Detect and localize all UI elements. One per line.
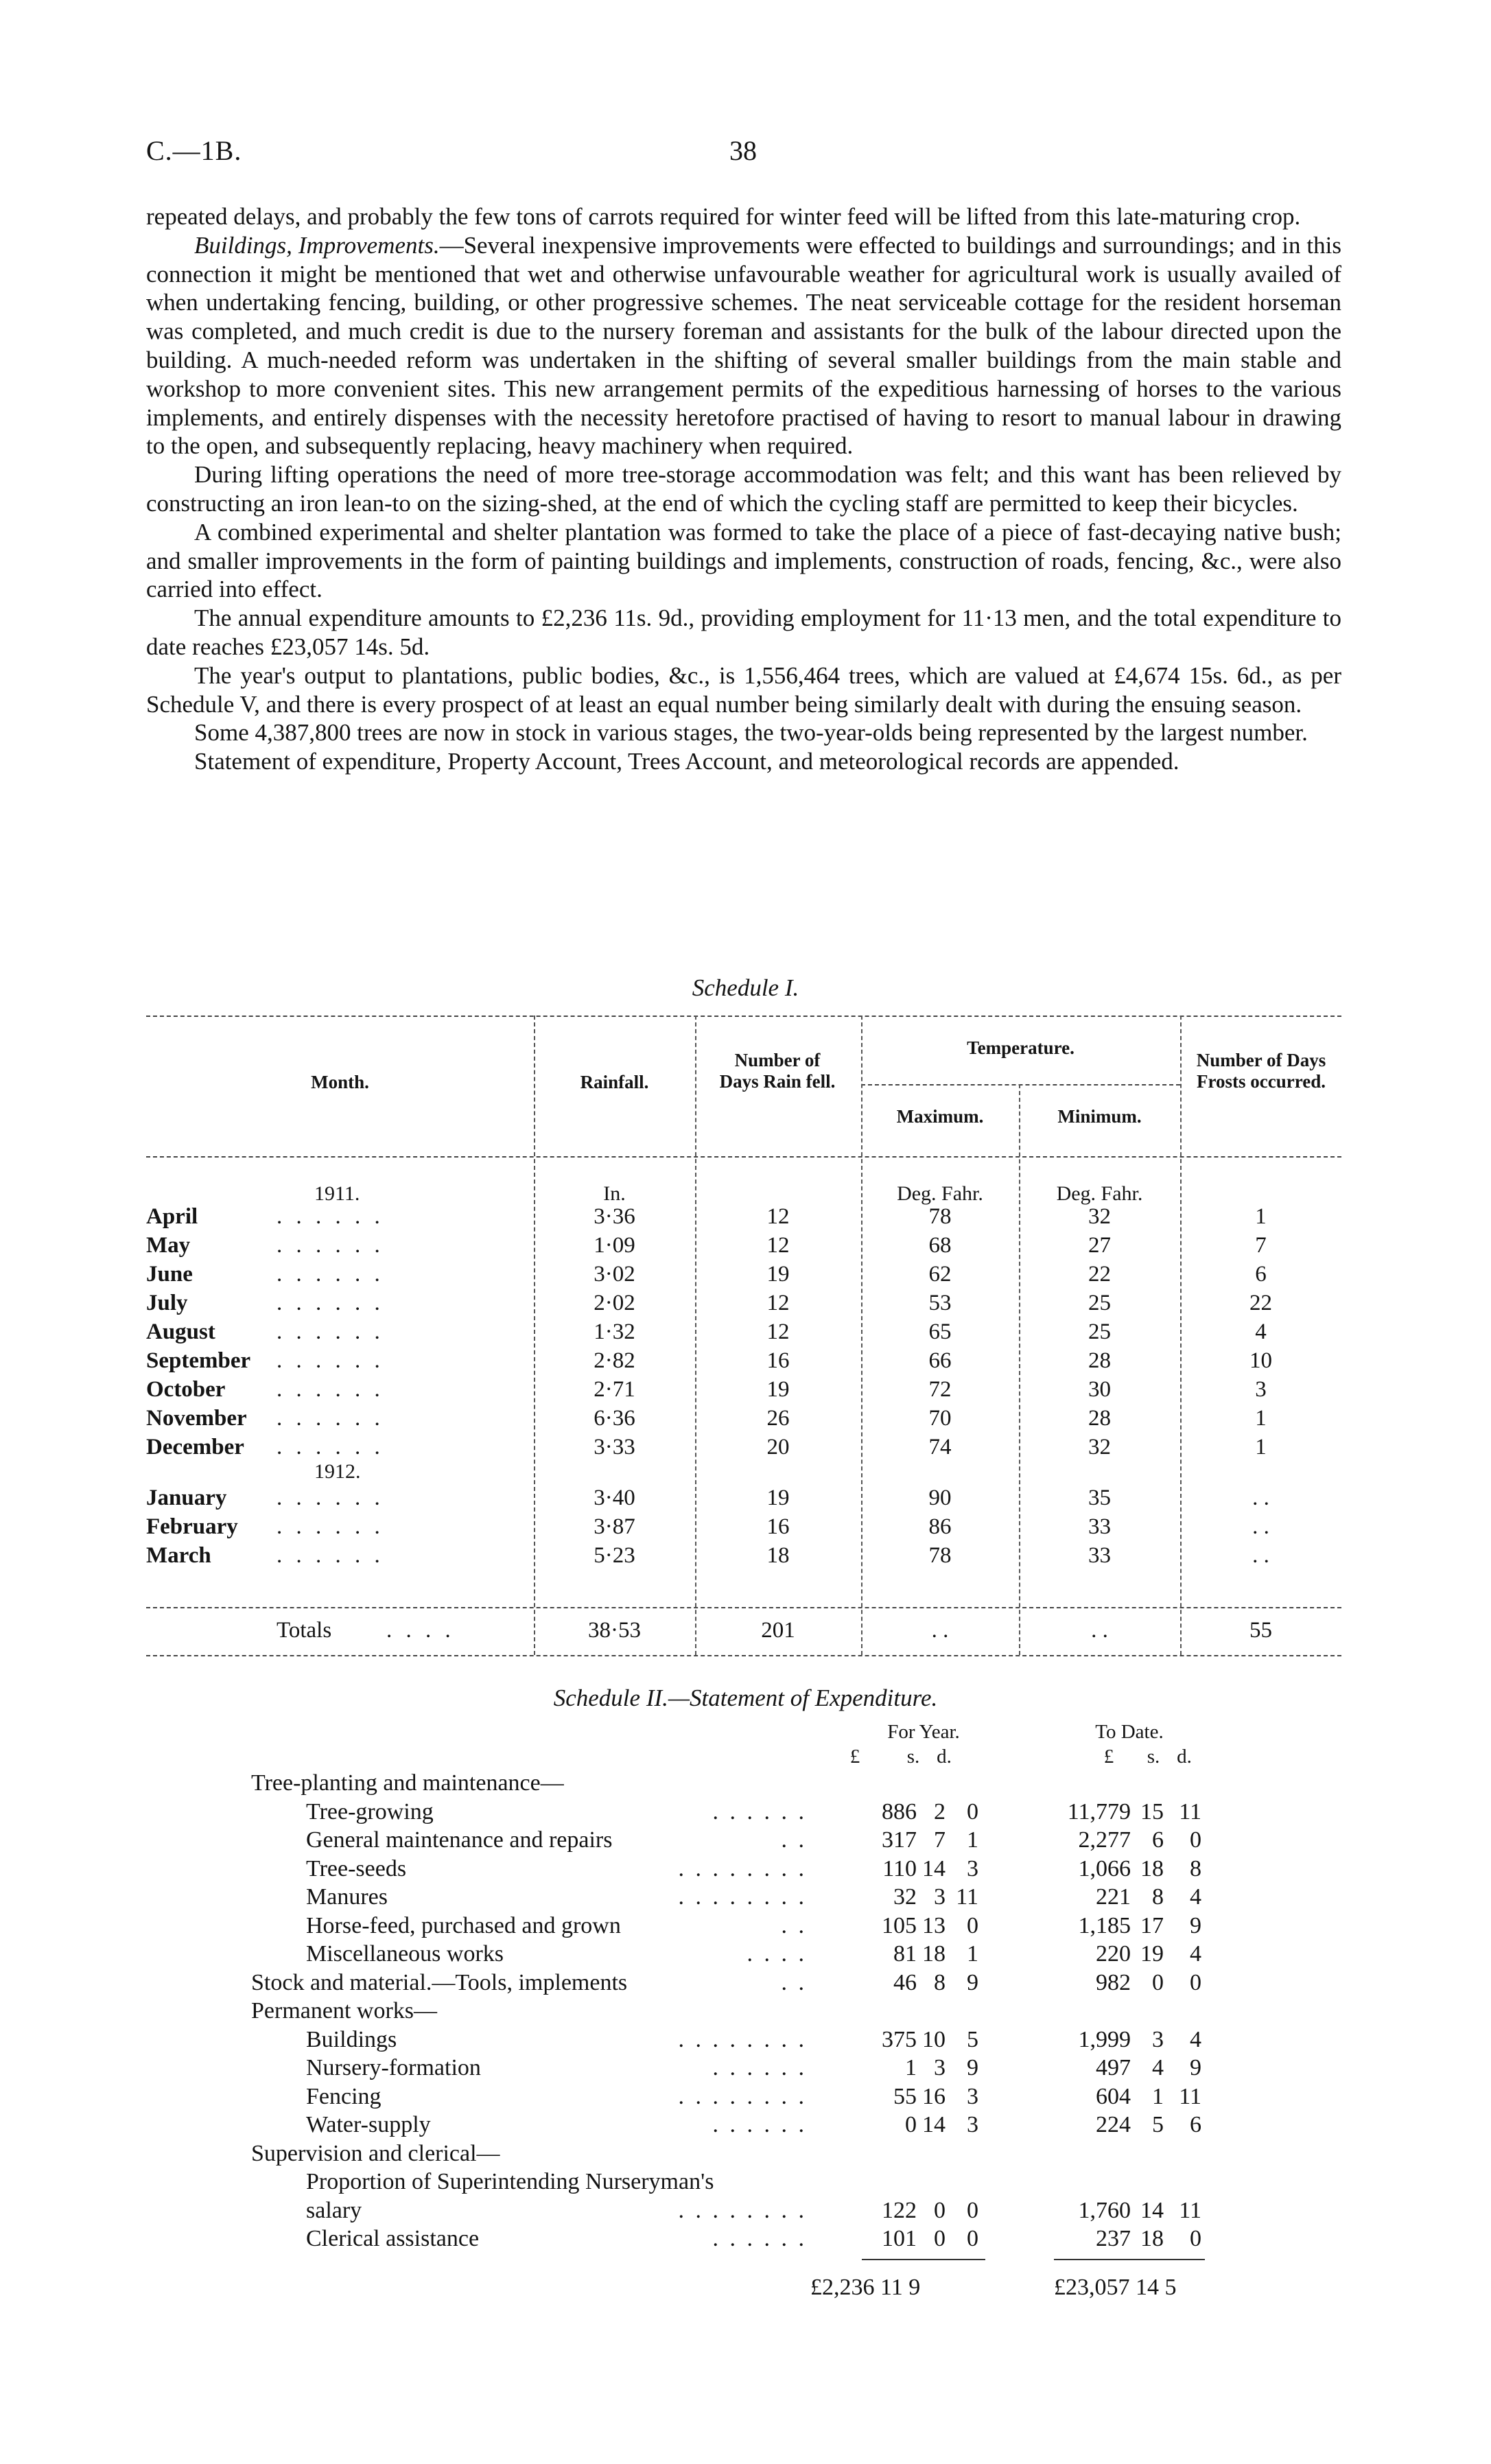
leader-dots: . . . . . .: [277, 1406, 384, 1431]
page-header: [146, 134, 1313, 176]
days-rain: 16: [766, 1514, 790, 1539]
to-date-amount: 9: [1190, 1912, 1201, 1938]
days-rain: 19: [766, 1377, 790, 1402]
year-label: 1911.: [314, 1182, 360, 1205]
expenditure-row: [251, 1799, 1280, 1828]
to-date-amount: 237: [1096, 2226, 1131, 2251]
expenditure-label: Permanent works—: [251, 1998, 438, 2023]
to-date-amount: 9: [1190, 2055, 1201, 2080]
expenditure-label: Nursery-formation: [306, 2055, 481, 2080]
leader-dots: . .: [781, 1827, 807, 1853]
maximum-unit: Deg. Fahr.: [897, 1182, 983, 1205]
for-year-amount: 105: [882, 1912, 917, 1938]
leader-dots: . . . . . .: [712, 2055, 807, 2080]
unit-shillings: s.: [1147, 1746, 1160, 1768]
expenditure-label: Horse-feed, purchased and grown: [306, 1912, 621, 1938]
table-row: [146, 1233, 1341, 1262]
for-year-amount: 0: [934, 2197, 946, 2223]
days-rain-header: Number of Days Rain fell.: [719, 1050, 836, 1092]
frosts: 1: [1255, 1204, 1267, 1229]
schedule-2-title: Schedule II.—Statement of Expenditure.: [553, 1685, 938, 1711]
to-date-amount: 4: [1152, 2055, 1164, 2080]
for-year-amount: 81: [893, 1941, 917, 1967]
to-date-amount: 11: [1179, 2083, 1201, 2109]
frosts: . .: [1252, 1514, 1269, 1539]
frosts: 1: [1255, 1406, 1267, 1431]
rainfall: 3·33: [594, 1435, 635, 1459]
to-date-amount: 0: [1190, 1969, 1201, 1995]
min-temp: 25: [1088, 1291, 1111, 1315]
to-date-amount: 4: [1190, 2026, 1201, 2052]
min-temp: 28: [1088, 1406, 1111, 1431]
rainfall: 3·87: [594, 1514, 635, 1539]
max-temp: 68: [928, 1233, 952, 1258]
for-year-amount: 9: [967, 2055, 978, 2080]
frosts: 3: [1255, 1377, 1267, 1402]
rainfall: 5·23: [594, 1543, 635, 1568]
min-temp: 22: [1088, 1262, 1111, 1287]
to-date-amount: 18: [1140, 1855, 1164, 1881]
for-year-amount: 14: [922, 2112, 946, 2137]
for-year-amount: 0: [967, 1912, 978, 1938]
days-rain: 18: [766, 1543, 790, 1568]
to-date-amount: 0: [1152, 1969, 1164, 1995]
to-date-amount: 1: [1152, 2083, 1164, 2109]
rainfall: 3·36: [594, 1204, 635, 1229]
paragraph: Statement of expenditure, Property Account, Trees Account, and meteorological records are appended.: [194, 748, 1179, 775]
for-year-amount: 2: [934, 1798, 946, 1824]
paragraph: Some 4,387,800 trees are now in stock in various stages, the two-year-olds being represented by the largest number.: [194, 719, 1308, 747]
days-rain: 16: [766, 1348, 790, 1373]
leader-dots: . . . . . .: [277, 1204, 384, 1229]
to-date-amount: 982: [1096, 1969, 1131, 1995]
leader-dots: . . . . . . . .: [678, 2083, 807, 2109]
leader-dots: . . . . . .: [277, 1377, 384, 1402]
leader-dots: . .: [781, 1969, 807, 1995]
unit-pounds: £: [849, 1746, 860, 1768]
expenditure-label: Tree-seeds: [306, 1855, 407, 1881]
to-date-amount: 221: [1096, 1884, 1131, 1910]
for-year-amount: 886: [882, 1798, 917, 1824]
min-temp: 32: [1088, 1204, 1111, 1229]
to-date-amount: 0: [1190, 1827, 1201, 1853]
min-temp: 33: [1088, 1514, 1111, 1539]
leader-dots: . . . . . . . .: [678, 1855, 807, 1881]
expenditure-row: [251, 2198, 1280, 2227]
to-date-amount: 4: [1190, 1884, 1201, 1910]
days-rain: 19: [766, 1486, 790, 1510]
frosts: 10: [1249, 1348, 1272, 1373]
month: September: [146, 1348, 251, 1373]
frosts-header: Number of Days Frosts occurred.: [1196, 1050, 1326, 1092]
table-row: [146, 1486, 1341, 1514]
to-date-amount: 11,779: [1067, 1798, 1131, 1824]
maximum-header: Maximum.: [896, 1106, 984, 1127]
to-date-amount: 4: [1190, 1941, 1201, 1967]
for-year-amount: 55: [893, 2083, 917, 2109]
to-date-amount: 14: [1140, 2197, 1164, 2223]
expenditure-row: [251, 2112, 1280, 2141]
table-rule: [146, 1655, 1341, 1656]
to-date-amount: 15: [1140, 1798, 1164, 1824]
to-date-amount: 1,066: [1078, 1855, 1131, 1881]
month: February: [146, 1514, 238, 1539]
max-temp: 78: [928, 1543, 952, 1568]
days-rain: 19: [766, 1262, 790, 1287]
rainfall-header: Rainfall.: [580, 1072, 649, 1092]
for-year-amount: 0: [905, 2112, 917, 2137]
for-year-amount: 11: [956, 1884, 978, 1910]
expenditure-label: Buildings: [306, 2026, 397, 2052]
paragraph-heading: Buildings, Improvements.: [194, 231, 440, 259]
leader-dots: . . . . . .: [277, 1543, 384, 1568]
table-row: [146, 1348, 1341, 1377]
month: December: [146, 1435, 244, 1459]
max-temp: 66: [928, 1348, 952, 1373]
table-row: [146, 1262, 1341, 1291]
table-row: [146, 1543, 1341, 1572]
schedule-2-table: [251, 1715, 1280, 2333]
expenditure-label: Clerical assistance: [306, 2226, 480, 2251]
for-year-amount: 101: [882, 2226, 917, 2251]
for-year-amount: 317: [882, 1827, 917, 1853]
for-year-amount: 1: [905, 2055, 917, 2080]
schedule-1-table: [146, 1016, 1341, 1661]
min-temp: 30: [1088, 1377, 1111, 1402]
days-rain: 12: [766, 1204, 790, 1229]
total-rule: [1054, 2259, 1205, 2260]
for-year-amount: 122: [882, 2197, 917, 2223]
for-year-amount: 0: [934, 2226, 946, 2251]
max-temp: 78: [928, 1204, 952, 1229]
to-date-amount: 11: [1179, 1798, 1201, 1824]
rainfall: 2·82: [594, 1348, 635, 1373]
to-date-amount: 0: [1190, 2226, 1201, 2251]
paragraph: repeated delays, and probably the few tons of carrots required for winter feed will be lifted from this late-maturing crop.: [146, 203, 1301, 230]
frosts: 4: [1255, 1319, 1267, 1344]
unit-pence: d.: [1177, 1746, 1192, 1768]
temperature-header: Temperature.: [967, 1037, 1075, 1058]
minimum-header: Minimum.: [1057, 1106, 1142, 1127]
frosts: 22: [1249, 1291, 1272, 1315]
month: June: [146, 1262, 193, 1287]
days-rain: 12: [766, 1319, 790, 1344]
unit-pounds: £: [1103, 1746, 1114, 1768]
max-temp: 62: [928, 1262, 952, 1287]
for-year-amount: 3: [934, 1884, 946, 1910]
rainfall: 2·71: [594, 1377, 635, 1402]
leader-dots: . . . . . . . .: [678, 2026, 807, 2052]
expenditure-label: General maintenance and repairs: [306, 1827, 613, 1853]
for-year-amount: 32: [893, 1884, 917, 1910]
for-year-amount: 1: [967, 1941, 978, 1967]
max-temp: 72: [928, 1377, 952, 1402]
table-row: [146, 1514, 1341, 1543]
for-year-amount: 7: [934, 1827, 946, 1853]
for-year-header: For Year.: [887, 1721, 960, 1743]
days-rain: 20: [766, 1435, 790, 1459]
expenditure-row: [251, 2055, 1280, 2084]
for-year-amount: 46: [893, 1969, 917, 1995]
min-temp: 33: [1088, 1543, 1111, 1568]
leader-dots: . . . . . .: [277, 1514, 384, 1539]
to-date-amount: 1,185: [1078, 1912, 1131, 1938]
frosts: 7: [1255, 1233, 1267, 1258]
for-year-amount: 16: [922, 2083, 946, 2109]
expenditure-row: [251, 1970, 1280, 1999]
total-min: . .: [1091, 1618, 1108, 1643]
paragraph: A combined experimental and shelter plantation was formed to take the place of a piece of fast-decaying native bush; and smaller improvements in the form of painting buildings and implements, construction of roads, fencing, &c., were also carried into effect.: [146, 518, 1341, 603]
expenditure-row: [251, 2141, 1280, 2170]
month: May: [146, 1233, 191, 1258]
month: November: [146, 1406, 247, 1431]
max-temp: 70: [928, 1406, 952, 1431]
for-year-amount: 3: [934, 2055, 946, 2080]
frosts: . .: [1252, 1543, 1269, 1568]
expenditure-label: Miscellaneous works: [306, 1941, 504, 1967]
schedule-1-title: Schedule I.: [692, 974, 799, 1001]
expenditure-row: [251, 2226, 1280, 2255]
table-row: [146, 1406, 1341, 1435]
expenditure-label: Proportion of Superintending Nurseryman's: [306, 2169, 714, 2194]
month: July: [146, 1291, 188, 1315]
for-year-amount: 0: [967, 2197, 978, 2223]
month-header: Month.: [311, 1072, 369, 1092]
expenditure-label: Stock and material.—Tools, implements: [251, 1969, 628, 1995]
min-temp: 28: [1088, 1348, 1111, 1373]
leader-dots: . .: [781, 1912, 807, 1938]
to-date-amount: 220: [1096, 1941, 1131, 1967]
for-year-amount: 14: [922, 1855, 946, 1881]
for-year-amount: 10: [922, 2026, 946, 2052]
expenditure-label: Water-supply: [306, 2112, 431, 2137]
rainfall-unit: In.: [603, 1182, 626, 1205]
to-date-amount: 3: [1152, 2026, 1164, 2052]
rainfall: 3·40: [594, 1486, 635, 1510]
rainfall: 1·09: [594, 1233, 635, 1258]
table-rule: [146, 1156, 1341, 1158]
total-rainfall: 38·53: [588, 1618, 641, 1643]
for-year-amount: 18: [922, 1941, 946, 1967]
expenditure-label: Fencing: [306, 2083, 381, 2109]
to-date-amount: 5: [1152, 2112, 1164, 2137]
to-date-amount: 11: [1179, 2197, 1201, 2223]
for-year-amount: 9: [967, 1969, 978, 1995]
unit-shillings: s.: [906, 1746, 920, 1768]
month: April: [146, 1204, 198, 1229]
to-date-amount: 8: [1190, 1855, 1201, 1881]
expenditure-row: [251, 1913, 1280, 1942]
to-date-amount: 1,999: [1078, 2026, 1131, 2052]
leader-dots: . . . . . .: [712, 2112, 807, 2137]
expenditure-label: Tree-growing: [306, 1798, 434, 1824]
to-date-amount: 6: [1152, 1827, 1164, 1853]
rainfall: 1·32: [594, 1319, 635, 1344]
to-date-amount: 8: [1152, 1884, 1164, 1910]
max-temp: 90: [928, 1486, 952, 1510]
total-for-year: £2,236 11 9: [810, 2275, 921, 2300]
for-year-amount: 110: [882, 1855, 917, 1881]
leader-dots: . . . . . . . .: [678, 2197, 807, 2223]
to-date-amount: 6: [1190, 2112, 1201, 2137]
to-date-amount: 224: [1096, 2112, 1131, 2137]
rainfall: 6·36: [594, 1406, 635, 1431]
rainfall: 3·02: [594, 1262, 635, 1287]
for-year-amount: 0: [967, 1798, 978, 1824]
paragraph: During lifting operations the need of more tree-storage accommodation was felt; and this want has been relieved by constructing an iron lean-to on the sizing-shed, at the end of which the cycling staff are permitted to keep their bicycles.: [146, 461, 1341, 517]
paragraph: The annual expenditure amounts to £2,236 11s. 9d., providing employment for 11·13 men, and the total expenditure to date reaches £23,057 14s. 5d.: [146, 605, 1341, 660]
month: January: [146, 1486, 227, 1510]
max-temp: 65: [928, 1319, 952, 1344]
to-date-header: To Date.: [1095, 1721, 1164, 1743]
expenditure-row: [251, 1856, 1280, 1885]
month: August: [146, 1319, 215, 1344]
year-label: 1912.: [314, 1460, 361, 1483]
month: October: [146, 1377, 226, 1402]
leader-dots: . . . . . .: [712, 2226, 807, 2251]
total-days-rain: 201: [761, 1618, 795, 1643]
expenditure-row: [251, 1884, 1280, 1913]
to-date-amount: 17: [1140, 1912, 1164, 1938]
days-rain: 12: [766, 1291, 790, 1315]
table-row: [146, 1204, 1341, 1233]
table-row: [146, 1291, 1341, 1319]
paragraph: Buildings, Improvements.—Several inexpensive improvements were effected to buildings and surroundings; and in this connection it might be mentioned that wet and otherwise unfavourable weather for agricultural work is usually availed of when undertaking fencing, building, or other progressive schemes. The neat serviceable cottage for the resident horseman was completed, and much credit is due to the nursery foreman and assistants for the bulk of the labour directed upon the building. A much-needed reform was undertaken in the shifting of several smaller buildings from the main stable and workshop to more convenient sites. This new arrangement permits of the expeditious harnessing of horses to the various implements, and entirely dispenses with the necessity heretofore practised of having to resort to manual labour in drawing to the open, and subsequently replacing, heavy machinery when required.: [146, 231, 1341, 460]
table-rule: [146, 1607, 1341, 1608]
expenditure-label: salary: [306, 2197, 362, 2223]
leader-dots: . . . . . . . .: [678, 1884, 807, 1910]
to-date-amount: 2,277: [1078, 1827, 1131, 1853]
leader-dots: . . . . . .: [277, 1435, 384, 1459]
to-date-amount: 604: [1096, 2083, 1131, 2109]
page-number: 38: [729, 135, 757, 166]
to-date-amount: 1,760: [1078, 2197, 1131, 2223]
expenditure-row: [251, 1941, 1280, 1970]
leader-dots: . . . . . .: [277, 1233, 384, 1258]
leader-dots: . . . .: [747, 1941, 807, 1967]
leader-dots: . . . .: [386, 1618, 455, 1643]
month: March: [146, 1543, 211, 1568]
totals-row: [146, 1618, 1341, 1647]
table-row: [146, 1319, 1341, 1348]
days-rain: 12: [766, 1233, 790, 1258]
for-year-amount: 3: [967, 2112, 978, 2137]
rainfall: 2·02: [594, 1291, 635, 1315]
leader-dots: . . . . . .: [277, 1291, 384, 1315]
to-date-amount: 19: [1140, 1941, 1164, 1967]
frosts: . .: [1252, 1486, 1269, 1510]
for-year-amount: 375: [882, 2026, 917, 2052]
paragraph: The year's output to plantations, public bodies, &c., is 1,556,464 trees, which are valued at £4,674 15s. 6d., as per Schedule V, and there is every prospect of at least an equal number being similarly dealt with during the ensuing season.: [146, 661, 1341, 718]
expenditure-row: [251, 1998, 1280, 2027]
totals-label: Totals: [277, 1618, 332, 1643]
to-date-amount: 497: [1096, 2055, 1131, 2080]
leader-dots: . . . . . .: [277, 1319, 384, 1344]
document-reference: C.—1B.: [146, 135, 242, 166]
total-frosts: 55: [1249, 1618, 1272, 1643]
leader-dots: . . . . . .: [277, 1348, 384, 1373]
body-text: [146, 202, 1341, 776]
for-year-amount: 1: [967, 1827, 978, 1853]
expenditure-row: [251, 2027, 1280, 2056]
for-year-amount: 5: [967, 2026, 978, 2052]
max-temp: 74: [928, 1435, 952, 1459]
min-temp: 35: [1088, 1486, 1111, 1510]
expenditure-label: Tree-planting and maintenance—: [251, 1770, 564, 1796]
to-date-amount: 18: [1140, 2226, 1164, 2251]
min-temp: 32: [1088, 1435, 1111, 1459]
leader-dots: . . . . . .: [277, 1486, 384, 1510]
table-rule: [861, 1084, 1180, 1086]
total-max: . .: [931, 1618, 949, 1643]
total-rule: [862, 2259, 985, 2260]
expenditure-label: Supervision and clerical—: [251, 2140, 500, 2166]
frosts: 6: [1255, 1262, 1267, 1287]
min-temp: 25: [1088, 1319, 1111, 1344]
min-temp: 27: [1088, 1233, 1111, 1258]
for-year-amount: 3: [967, 1855, 978, 1881]
for-year-amount: 13: [922, 1912, 946, 1938]
expenditure-row: [251, 1827, 1280, 1856]
for-year-amount: 3: [967, 2083, 978, 2109]
expenditure-label: Manures: [306, 1884, 388, 1910]
total-to-date: £23,057 14 5: [1054, 2275, 1177, 2300]
frosts: 1: [1255, 1435, 1267, 1459]
expenditure-row: [251, 2169, 1280, 2198]
for-year-amount: 0: [967, 2226, 978, 2251]
minimum-unit: Deg. Fahr.: [1056, 1182, 1143, 1205]
max-temp: 53: [928, 1291, 952, 1315]
leader-dots: . . . . . .: [277, 1262, 384, 1287]
table-rule: [146, 1016, 1341, 1017]
table-row: [146, 1377, 1341, 1406]
max-temp: 86: [928, 1514, 952, 1539]
table-row: [146, 1435, 1341, 1464]
for-year-amount: 8: [934, 1969, 946, 1995]
expenditure-row: [251, 2084, 1280, 2113]
expenditure-row: [251, 1770, 1280, 1799]
leader-dots: . . . . . .: [712, 1798, 807, 1824]
unit-pence: d.: [937, 1746, 952, 1768]
days-rain: 26: [766, 1406, 790, 1431]
